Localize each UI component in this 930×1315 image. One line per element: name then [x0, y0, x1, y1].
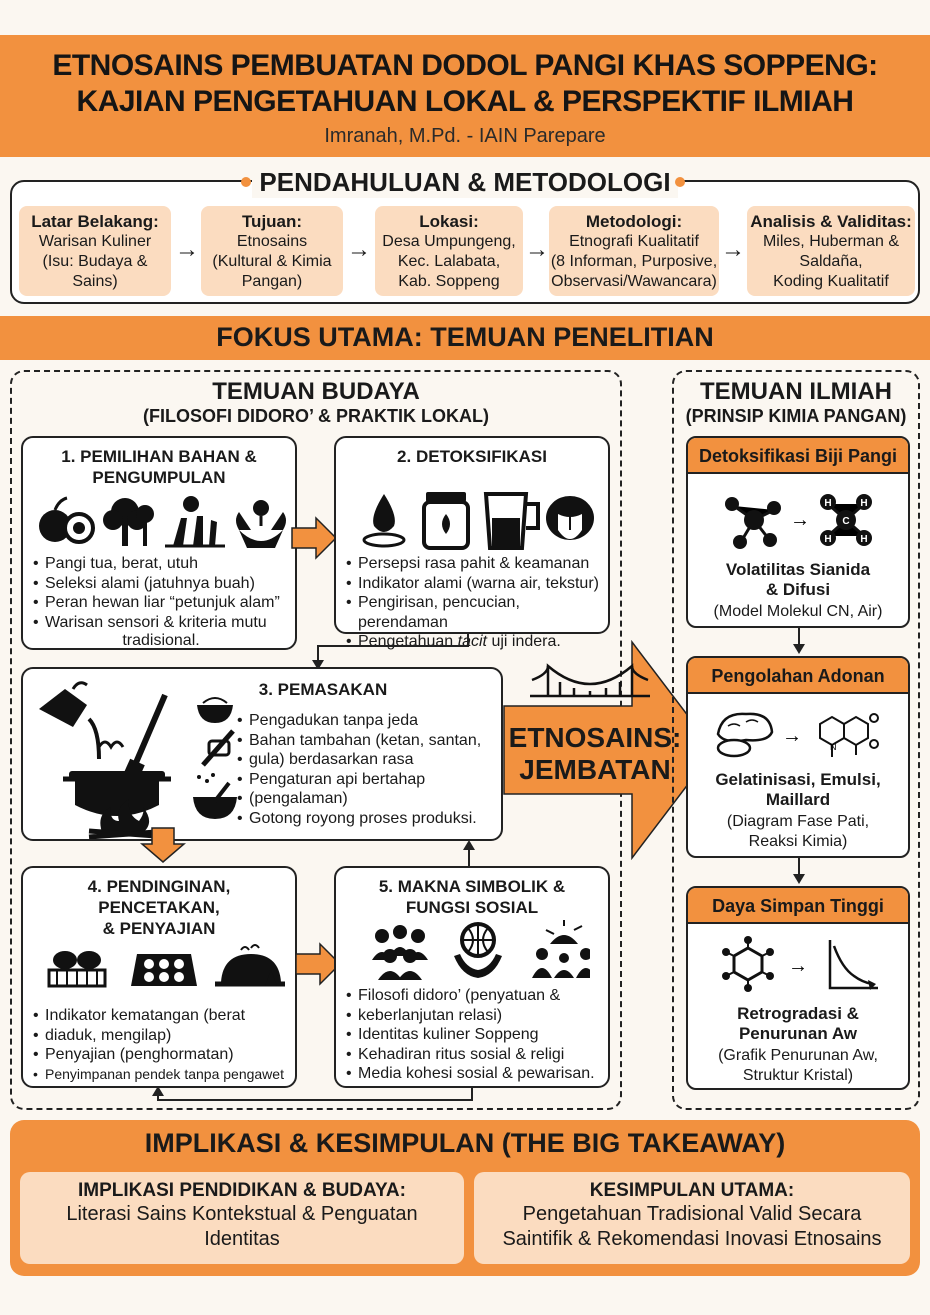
nitrogen-label: N	[830, 742, 837, 752]
tongue-icon	[546, 496, 594, 540]
intro-step-analisis	[747, 206, 915, 296]
ladle-icon	[203, 731, 233, 765]
ilmiah-title: TEMUAN ILMIAH	[700, 378, 892, 405]
card-pemilihan-bahan	[21, 436, 297, 650]
list-item-continuation: tradisional.	[122, 632, 200, 649]
intro-step-tujuan	[201, 206, 343, 296]
flow-arrow-icon	[290, 516, 338, 560]
note-line: (Grafik Penurunan Aw,	[718, 1047, 878, 1064]
step-line: Miles, Huberman &	[762, 233, 900, 250]
card-title: 2. DETOKSIFIKASI	[397, 447, 547, 466]
ilmiah-card-bold	[688, 560, 908, 600]
list-item: • Filosofi didoro’ (penyatuan &	[346, 986, 610, 1006]
ilmiah-card-note	[688, 1046, 908, 1086]
step-line: Koding Kualitatif	[773, 273, 889, 290]
crystal-structure-icon	[722, 936, 774, 992]
ilmiah-card-head: Daya Simpan Tinggi	[688, 888, 908, 924]
kettle-pour-icon	[39, 683, 99, 759]
card-title	[23, 446, 295, 488]
implikasi-card-pendidikan	[20, 1172, 464, 1264]
cooking-icons	[33, 675, 243, 839]
ch-molecule-icon	[820, 494, 872, 546]
svg-text:H: H	[860, 498, 868, 509]
step-line: Etnosains	[236, 233, 308, 250]
note-line: Reaksi Kimia)	[748, 833, 848, 850]
starch-reaction-icon	[712, 704, 888, 766]
intro-step-lokasi	[375, 206, 523, 296]
bridge-label-line: JEMBATAN	[519, 754, 671, 785]
step-line: Desa Umpungeng,	[382, 233, 516, 250]
list-item: • Pengirisan, pencucian, perendaman	[346, 593, 610, 632]
list-item: • Media kohesi sosial & pewarisan.	[346, 1064, 610, 1084]
bold-line: Volatilitas Sianida	[725, 560, 871, 579]
arrow-right-icon: →	[525, 236, 549, 263]
card-detoksifikasi	[334, 436, 610, 650]
connector-down-arrow-icon	[792, 628, 806, 656]
ilmiah-card-adonan	[686, 656, 910, 858]
jar-icon	[424, 492, 468, 548]
connector-down-arrow-icon	[792, 858, 806, 886]
flow-arrow-down-icon	[140, 826, 186, 864]
card4-list	[33, 1006, 297, 1084]
community-icon	[372, 925, 428, 980]
ilmiah-subtitle: (PRINSIP KIMIA PANGAN)	[685, 406, 907, 426]
hands-gathering-icon	[165, 496, 225, 546]
list-item: • Peran hewan liar “petunjuk alam”	[33, 593, 297, 613]
card-title	[336, 876, 608, 918]
arrow-right-icon: →	[721, 236, 745, 263]
budaya-title: TEMUAN BUDAYA	[212, 378, 420, 405]
page-title-line2: KAJIAN PENGETAHUAN LOKAL & PERSPEKTIF ILMIAH	[76, 85, 854, 118]
cooking-pot-icon	[63, 742, 171, 816]
step-heading: Analisis & Validitas:	[750, 212, 912, 231]
list-item: • Indikator alami (warna air, tekstur)	[346, 574, 610, 594]
connector-up-arrow-icon	[462, 840, 476, 868]
fruit-icon	[39, 498, 93, 542]
text-fragment: keberlanjutan relasi)	[358, 1006, 503, 1024]
step-line: Etnografi Kualitatif	[569, 233, 699, 250]
hands-plant-icon	[236, 500, 286, 548]
bold-line: Gelatinisasi, Emulsi,	[715, 770, 881, 789]
ilmiah-card-note: (Model Molekul CN, Air)	[713, 603, 883, 620]
step-heading: Latar Belakang:	[31, 212, 159, 231]
list-item-continuation	[33, 1026, 297, 1046]
molecule-icon	[725, 497, 781, 549]
implikasi-text-line: Literasi Sains Kontekstual & Penguatan	[66, 1203, 418, 1225]
connector-loop-arrow-icon	[150, 1086, 480, 1108]
text-fragment: uji indera.	[487, 633, 561, 650]
card3-list	[237, 711, 503, 828]
list-item-continuation	[237, 789, 503, 809]
card-title-line: 4. PENDINGINAN,	[87, 877, 231, 896]
list-item: • Kehadiran ritus sosial & religi	[346, 1045, 610, 1065]
gathering-ritual-icon	[532, 920, 590, 978]
accent-dot-left	[241, 177, 251, 187]
step-line: Observasi/Wawancara)	[551, 273, 717, 290]
svg-text:H: H	[860, 534, 868, 545]
card-title: 3. PEMASAKAN	[258, 680, 388, 699]
card-title-line: & PENYAJIAN	[102, 919, 216, 938]
arrow-right-icon: →	[347, 236, 371, 263]
arrow-right-icon: →	[788, 955, 808, 977]
step-heading: Tujuan:	[241, 212, 303, 231]
bridge-icon	[530, 666, 650, 696]
ilmiah-card-detoksifikasi	[686, 436, 910, 628]
card-pendinginan	[21, 866, 297, 1088]
arrow-right-icon: →	[790, 509, 810, 531]
ilmiah-card-head: Pengolahan Adonan	[688, 658, 908, 694]
arrow-right-icon: →	[175, 236, 199, 263]
ingredient-icons	[33, 490, 289, 554]
budaya-subtitle: (FILOSOFI DIDORO’ & PRAKTIK LOKAL)	[143, 406, 489, 426]
globe-hands-icon	[454, 924, 502, 978]
crystal-graph-icon	[718, 936, 888, 998]
molecule-cn-icon	[716, 488, 886, 550]
implikasi-heading: IMPLIKASI PENDIDIKAN & BUDAYA:	[78, 1180, 406, 1201]
card-makna-simbolik	[334, 866, 610, 1088]
ilmiah-card-bold	[688, 770, 908, 810]
bridge-label-line: ETNOSAINS:	[508, 722, 682, 753]
tree-icon	[103, 498, 154, 546]
bold-line: & Difusi	[765, 580, 831, 599]
author-line: Imranah, M.Pd. - IAIN Parepare	[324, 125, 606, 147]
step-line: Kec. Lalabata,	[397, 253, 501, 270]
list-item: • Pengaturan api bertahap	[237, 770, 503, 790]
card1-list	[33, 554, 297, 632]
mold-tray-icon	[131, 954, 197, 986]
card-title-line: PENGUMPULAN	[92, 468, 226, 487]
text-fragment: gula) berdasarkan rasa	[249, 751, 414, 768]
ilmiah-card-bold	[688, 1004, 908, 1044]
svg-text:H: H	[824, 498, 832, 509]
dough-icon	[718, 714, 772, 756]
text-fragment: (pengalaman)	[249, 790, 348, 807]
list-item: • Warisan sensori & kriteria mutu	[33, 613, 297, 633]
bold-line: Penurunan Aw	[738, 1024, 858, 1043]
step-line: Saldaña,	[799, 253, 863, 270]
list-item-continuation	[237, 750, 503, 770]
water-drop-icon	[364, 494, 404, 546]
header-band	[0, 35, 930, 157]
cooling-tray-icon	[49, 951, 105, 986]
step-line: Warisan Kuliner	[38, 233, 152, 250]
ilmiah-card-head: Detoksifikasi Biji Pangi	[688, 438, 908, 474]
step-line: (Kultural & Kimia	[212, 253, 332, 270]
kesimpulan-text-line: Pengetahuan Tradisional Valid Secara	[522, 1203, 862, 1225]
step-heading: Metodologi:	[585, 212, 683, 231]
text-fragment: Pengetahuan	[358, 633, 458, 650]
card-pemasakan	[21, 667, 503, 841]
bridge-label	[506, 722, 684, 786]
intro-step-metodologi	[549, 206, 719, 296]
accent-dot-right	[675, 177, 685, 187]
decline-graph-icon	[830, 940, 878, 990]
text-fragment: diaduk, mengilap)	[45, 1026, 172, 1044]
implikasi-title: IMPLIKASI & KESIMPULAN (THE BIG TAKEAWAY)	[144, 1128, 786, 1158]
step-heading: Lokasi:	[419, 212, 479, 231]
bold-line: Retrogradasi &	[737, 1004, 859, 1023]
card-title-line: 5. MAKNA SIMBOLIK &	[378, 877, 566, 896]
social-icons	[360, 920, 590, 982]
focus-title: FOKUS UTAMA: TEMUAN PENELITIAN	[216, 322, 714, 352]
page-title-line1: ETNOSAINS PEMBUATAN DODOL PANGI KHAS SOPPENG:	[52, 49, 878, 82]
connector-arrow-icon	[306, 632, 476, 672]
arrow-right-icon: →	[782, 725, 802, 747]
intro-title: PENDAHULUAN & METODOLOGI	[252, 166, 678, 198]
detox-icons	[356, 488, 596, 552]
list-item: • Indikator kematangan (berat	[33, 1006, 297, 1026]
step-line: (8 Informan, Purposive,	[550, 253, 718, 270]
ilmiah-card-daya-simpan	[686, 886, 910, 1090]
kesimpulan-heading: KESIMPULAN UTAMA:	[589, 1180, 795, 1201]
list-item: • Pengadukan tanpa jeda	[237, 711, 503, 731]
card5-list	[346, 986, 610, 1084]
svg-text:H: H	[824, 534, 832, 545]
mixing-bowl-icon	[193, 773, 237, 819]
serving-dish-icon	[215, 945, 285, 986]
list-item-continuation	[346, 1006, 610, 1026]
implikasi-card-kesimpulan	[474, 1172, 910, 1264]
step-line: (Isu: Budaya & Sains)	[42, 253, 148, 290]
card-title	[23, 876, 295, 939]
card-title-line: 1. PEMILIHAN BAHAN &	[61, 447, 257, 466]
implikasi-text-line: Identitas	[204, 1228, 280, 1250]
measuring-cup-icon	[486, 494, 538, 548]
list-item: • Persepsi rasa pahit & keamanan	[346, 554, 610, 574]
note-line: (Diagram Fase Pati,	[726, 813, 870, 830]
focus-band	[0, 316, 930, 360]
serving-icons	[45, 940, 285, 1000]
step-line: Kab. Soppeng	[398, 273, 500, 290]
list-item: • Gotong royong proses produksi.	[237, 809, 503, 829]
bowl-icon	[197, 698, 233, 723]
note-line: Struktur Kristal)	[742, 1067, 854, 1084]
card-title-line: FUNGSI SOSIAL	[405, 898, 539, 917]
bold-line: Maillard	[765, 790, 831, 809]
intro-step-latar-belakang	[19, 206, 171, 296]
list-item: • Penyajian (penghormatan)	[33, 1045, 297, 1065]
list-item: • Identitas kuliner Soppeng	[346, 1025, 610, 1045]
kesimpulan-text-line: Saintifik & Rekomendasi Inovasi Etnosains	[502, 1228, 882, 1250]
list-item: • Seleksi alami (jatuhnya buah)	[33, 574, 297, 594]
svg-text:C: C	[842, 516, 850, 527]
card-title-line: PENCETAKAN,	[98, 898, 220, 917]
chemical-structure-icon	[820, 714, 878, 757]
list-item: • Bahan tambahan (ketan, santan,	[237, 731, 503, 751]
ilmiah-card-note	[688, 812, 908, 852]
step-line: Pangan)	[241, 273, 303, 290]
list-item: • Penyimpanan pendek tanpa pengawet	[33, 1065, 297, 1085]
text-fragment-italic: tacit	[457, 633, 487, 650]
list-item: • Pangi tua, berat, utuh	[33, 554, 297, 574]
